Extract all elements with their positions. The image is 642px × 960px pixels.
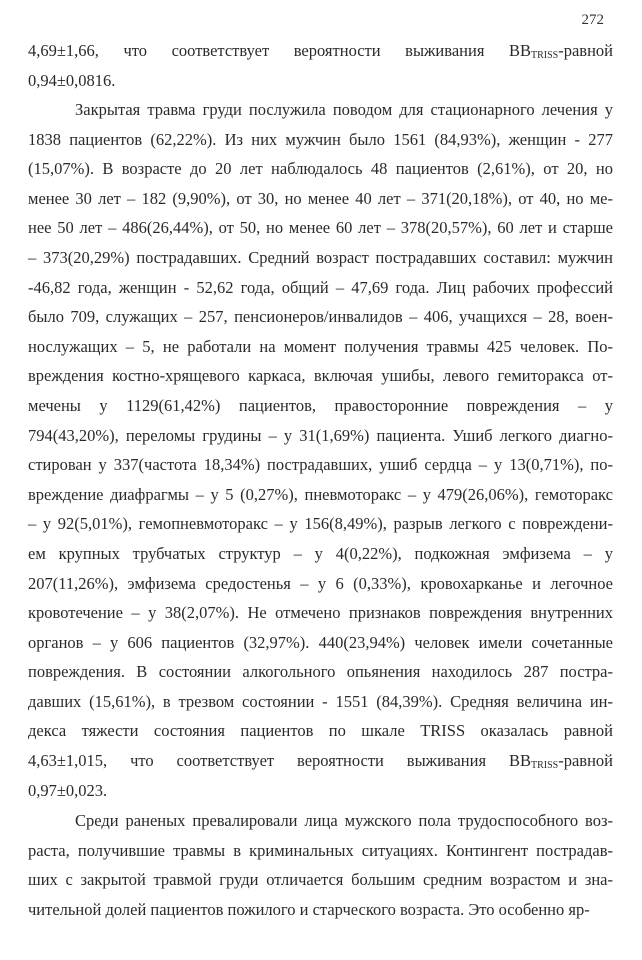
text-line-body: менее 30 лет – 182 (9,90%), от 30, но менее 40 лет – 371(20,18%), от 40, но ме- bbox=[28, 188, 613, 208]
text-line bbox=[28, 716, 613, 746]
text-line bbox=[28, 36, 613, 66]
page-number: 272 bbox=[581, 12, 604, 28]
text-line-body: Закрытая травма груди послужила поводом для стационарного лечения у bbox=[75, 100, 613, 119]
text-line bbox=[28, 598, 613, 628]
text-line-body: ших с закрытой травмой груди отличается большим средним возрастом и зна- bbox=[28, 870, 613, 890]
text-line-body: 207(11,26%), эмфизема средостенья – у 6 (0,33%), кровохарканье и легочное bbox=[28, 573, 613, 593]
text-line-body: 4,63±1,015, что соответствует вероятности выживания ВВ bbox=[28, 751, 531, 771]
text-line bbox=[28, 895, 613, 925]
text-line-body: стирован у 337(частота 18,34%) пострадавших, ушиб сердца – у 13(0,71%), по- bbox=[28, 455, 613, 475]
text-line-body: повреждения. В состоянии алкогольного опьянения находилось 287 постра- bbox=[28, 662, 613, 682]
text-line-body: давших (15,61%), в трезвом состоянии - 1551 (84,39%). Средняя величина ин- bbox=[28, 691, 613, 711]
text-line-body: нослужащих – 5, не работали на момент получения травмы 425 человек. По- bbox=[28, 336, 613, 356]
text-line-body: – 373(20,29%) пострадавших. Средний возраст пострадавших составил: мужчин bbox=[28, 247, 613, 267]
text-line-body: мечены у 1129(61,42%) пациентов, правосторонние повреждения – у bbox=[28, 395, 613, 415]
text-line bbox=[28, 184, 613, 214]
text-line-body: органов – у 606 пациентов (32,97%). 440(23,94%) человек имели сочетанные bbox=[28, 632, 613, 652]
text-line bbox=[28, 391, 613, 421]
text-line bbox=[28, 421, 613, 451]
subscript: TRISS bbox=[530, 50, 559, 61]
text-line-suffix: -равной bbox=[558, 41, 613, 60]
text-line-body: ем крупных трубчатых структур – у 4(0,22%), подкожная эмфизема – у bbox=[28, 543, 613, 563]
paragraph-1 bbox=[28, 36, 613, 95]
text-line bbox=[28, 125, 613, 155]
text-line bbox=[28, 687, 613, 717]
text-line-body: 1838 пациентов (62,22%). Из них мужчин было 1561 (84,93%), женщин - 277 bbox=[28, 129, 613, 149]
text-line bbox=[28, 332, 613, 362]
text-line-body: раста, получившие травмы в криминальных ситуациях. Контингент пострадав- bbox=[28, 840, 613, 860]
text-line-body: Среди раненых превалировали лица мужского пола трудоспособного воз- bbox=[75, 811, 613, 830]
text-line bbox=[28, 865, 613, 895]
text-line bbox=[28, 509, 613, 539]
text-line bbox=[28, 776, 613, 806]
text-line bbox=[28, 569, 613, 599]
text-line-suffix: -равной bbox=[558, 751, 613, 771]
text-line-body: вреждения костно-хрящевого каркаса, включая ушибы, левого гемиторакса от- bbox=[28, 366, 613, 386]
text-line bbox=[28, 480, 613, 510]
text-line-body: 0,97±0,023. bbox=[28, 780, 108, 800]
text-line-body: было 709, служащих – 257, пенсионеров/инвалидов – 406, учащихся – 28, воен- bbox=[28, 307, 613, 327]
text-line-body: (15,07%). В возрасте до 20 лет наблюдалось 48 пациентов (2,61%), от 20, но bbox=[28, 159, 613, 179]
text-line bbox=[28, 361, 613, 391]
text-line-body: чительной долей пациентов пожилого и старческого возраста. Это особенно яр- bbox=[28, 899, 590, 919]
text-line bbox=[28, 154, 613, 184]
text-line-body: – у 92(5,01%), гемопневмоторакс – у 156(8,49%), разрыв легкого с повреждени- bbox=[28, 514, 613, 534]
text-line-body: вреждение диафрагмы – у 5 (0,27%), пневмоторакс – у 479(26,06%), гемоторакс bbox=[28, 484, 613, 504]
subscript: TRISS bbox=[530, 760, 559, 772]
text-line bbox=[28, 657, 613, 687]
text-line-body: нее 50 лет – 486(26,44%), от 50, но менее 60 лет – 378(20,57%), 60 лет и старше bbox=[28, 218, 613, 238]
paragraph-3 bbox=[28, 806, 613, 924]
text-line bbox=[28, 836, 613, 866]
text-line bbox=[28, 806, 613, 836]
paragraph-2 bbox=[28, 95, 613, 805]
text-line bbox=[28, 450, 613, 480]
text-line bbox=[28, 302, 613, 332]
text-line bbox=[28, 273, 613, 303]
text-line bbox=[28, 243, 613, 273]
text-line-body: кровотечение – у 38(2,07%). Не отмечено признаков повреждения внутренних bbox=[28, 603, 613, 623]
text-line bbox=[28, 213, 613, 243]
text-line bbox=[28, 628, 613, 658]
text-line bbox=[28, 95, 613, 125]
text-line bbox=[28, 539, 613, 569]
text-line bbox=[28, 746, 613, 776]
text-line-body: декса тяжести состояния пациентов по шкале TRISS оказалась равной bbox=[28, 721, 613, 741]
text-line bbox=[28, 66, 613, 96]
text-line-body: -46,82 года, женщин - 52,62 года, общий – 47,69 года. Лиц рабочих профессий bbox=[28, 277, 613, 297]
text-line-body: 4,69±1,66, что соответствует вероятности выживания ВВ bbox=[28, 41, 531, 60]
text-line-body: 0,94±0,0816. bbox=[28, 70, 116, 90]
text-line-body: 794(43,20%), переломы грудины – у 31(1,69%) пациента. Ушиб легкого диагно- bbox=[28, 425, 613, 445]
